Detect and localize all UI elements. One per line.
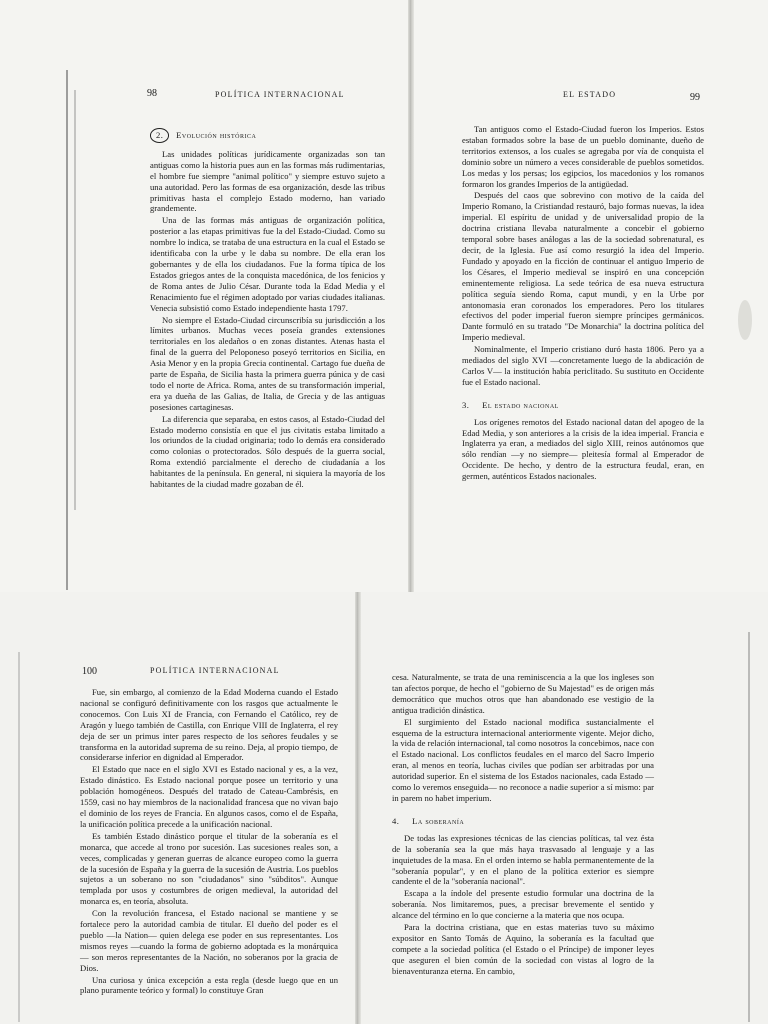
scan-smudge	[738, 300, 752, 340]
paragraph: Nominalmente, el Imperio cristiano duró hasta 1806. Pero ya a mediados del siglo XVI —concretamente luego de la abdicación de Carlos V— la institución había periclitado. Su sustituto en Occidente fue el Estado nacional.	[462, 344, 704, 387]
left-edge-shadow	[66, 70, 68, 590]
paragraph: Para la doctrina cristiana, que en estas materias tuvo su máximo expositor en Santo Tomás de Aquino, la soberanía es la facultad que compete a la sociedad política (el Estado o el Príncipe) de imponer leyes que aseguren el bien común de la sociedad con vistas al logro de la bienaventuranza eterna. En cambio,	[392, 922, 654, 976]
section-title: Evolución histórica	[176, 130, 257, 140]
paragraph: Los orígenes remotos del Estado nacional datan del apogeo de la Edad Media, y son anteriores a la crisis de la idea imperial. Francia e Inglaterra ya eran, a mediados del siglo XIII, reinos autónomos que sólo rendían —y no siempre— pleitesía formal al Emperador de Occidente. De hecho, y dentro de la estructura feudal, eran, en germen, auténticos Estados nacionales.	[462, 416, 704, 482]
paragraph: No siempre el Estado-Ciudad circunscribía su jurisdicción a los límites urbanos. Muchas veces poseía grandes extensiones territoriales en los aledaños o en zonas distantes. Atenas hasta el final de la guerra del Peloponeso poseyó territorios en Sicilia, en Asia Menor y en la propia Grecia continental. Cartago fue dueña de parte de España, de Sicilia hasta la primera guerra púnica y de casi todo el norte de Africa. Roma, antes de su transformación imperial, era ya dueña de las Galias, de Italia, de Grecia y de las antiguas posesiones cartaginesas.	[150, 314, 385, 412]
section-number: 3.	[462, 399, 470, 410]
paragraph: El Estado que nace en el siglo XVI es Estado nacional y es, a la vez, Estado dinástico. Es Estado nacional porque posee un territorio y una población homogéneos. Después del tratado de Cateau-Cambrésis, en 1559, casi no hay miembros de la nacionalidad francesa que no vivan bajo el dominio de los reyes de Francia. En algunos casos, como el de España, la unificación política precede a la unificación nacional.	[80, 764, 338, 829]
paragraph: Tan antiguos como el Estado-Ciudad fueron los Imperios. Estos estaban formados sobre la base de un pueblo dominante, dueño de territorios extensos, a los cuales se agregaba por vía de conquista el dominio sobre un número a veces considerable de pueblos sometidos. Los medas y los persas; los egipcios, los macedonios y los romanos formaron los grandes Imperios de la antigüedad.	[462, 124, 704, 189]
running-head: POLÍTICA INTERNACIONAL	[215, 90, 345, 99]
paragraph: Una de las formas más antiguas de organización política, posterior a las etapas primitivas fue la del Estado-Ciudad. Como su nombre lo indica, se trataba de una estructura en la cual el Estado se identificaba con la urbe y le daba su nombre. De ella eran los gobernantes y de ella los ciudadanos. Fue la forma típica de los Estados griegos antes de la conquista macedónica, de los fenicios y de Roma antes de Julio César. Durante toda la Edad Media y el Renacimiento fue el régimen adoptado por varias ciudades italianas. Venecia subsistió como Estado independiente hasta 1797.	[150, 215, 385, 313]
section-heading	[462, 400, 704, 411]
paragraph: La diferencia que separaba, en estos casos, al Estado-Ciudad del Estado moderno consistía en que el jus civitatis estaba limitado a los oriundos de la ciudad originaria; todo lo demás era considerado como colonias o protectorados. Sólo después de la guerra social, Roma extendió parcialmente el derecho de ciudadanía a los habitantes de la península. En general, ni siquiera la mayoría de los habitantes de la ciudad madre gozaban de él.	[150, 413, 385, 490]
paragraph: De todas las expresiones técnicas de las ciencias políticas, tal vez ésta de la soberanía sea la que más haya trasvasado al lenguaje y a las inquietudes de la masa. En el orden interno se habla permanentemente de la "soberanía popular", y en el plano de la política exterior es siempre candente el de la "soberanía nacional".	[392, 832, 654, 887]
right-edge-shadow	[748, 632, 750, 1022]
paragraph: Fue, sin embargo, al comienzo de la Edad Moderna cuando el Estado nacional se configuró definitivamente con los rasgos que actualmente le conocemos. Con Luis XI de Francia, con Fernando el Católico, rey de Aragón y luego también de Castilla, con Enrique VIII de Inglaterra, el rey deja de ser un primus inter pares respecto de los señores feudales y se transforma en la autoridad suprema de su reino. Deja, al propio tiempo, de considerarse inferior en dignidad al Emperador.	[80, 687, 338, 763]
running-head: EL ESTADO	[563, 90, 617, 99]
paragraph: El surgimiento del Estado nacional modifica sustancialmente el esquema de la estructura internacional anteriormente vigente. Mejor dicho, la vida de relación internacional, tal como nosotros la concebimos, nace con el Estado nacional. Los conflictos feudales en el marco del Sacro Imperio eran, al menos en teoría, luchas civiles que podían ser arbitradas por una autoridad superior. En el sistema de los Estados nacionales, cada Estado —como lo veremos enseguida— no reconoce a nadie superior a sí mismo: par in parem no habet imperium.	[392, 716, 654, 803]
text-column	[80, 687, 338, 996]
text-column	[392, 672, 654, 977]
paragraph: cesa. Naturalmente, se trata de una reminiscencia a la que los ingleses son tan afectos porque, de hecho el "gobierno de Su Majestad" es de origen más democrático que muchos otros que han abandonado ese vestigio de la antigua tradición dinástica.	[392, 672, 654, 715]
paragraph: Con la revolución francesa, el Estado nacional se mantiene y se fortalece pero la autoridad cambia de titular. El dueño del poder es el pueblo —la Nation— quien delega ese poder en sus representantes. Los mismos reyes —cuando la forma de gobierno adoptada es la monárquica— son meros representantes de la Nación, no soberanos por la gracia de Dios.	[80, 908, 338, 973]
section-heading	[392, 816, 654, 827]
paragraph: Es también Estado dinástico porque el titular de la soberanía es el monarca, que accede al trono por sucesión. Las sucesiones reales son, a veces, complicadas y generan guerras de alcance europeo como la guerra de la sucesión de España y la guerra de la sucesión de Austria. Los pueblos sujetos a un soberano no son "ciudadanos" sino "súbditos". Aunque templada por usos y costumbres de origen medieval, la autoridad del monarca es, en teoría, absoluta.	[80, 830, 338, 907]
section-title: La soberanía	[412, 815, 465, 826]
text-column	[150, 122, 385, 490]
spine-gutter	[355, 592, 361, 1024]
page-number: 98	[147, 88, 157, 99]
spine-gutter	[408, 0, 414, 592]
section-title: El estado nacional	[482, 399, 559, 410]
left-edge-shadow-2	[74, 90, 76, 510]
paragraph: Escapa a la índole del presente estudio formular una doctrina de la soberanía. Nos limitaremos, pues, a precisar brevemente el sentido y alcance del término en lo que concierne a la materia que nos ocupa.	[392, 888, 654, 921]
spread-bottom	[0, 592, 768, 1024]
page-number: 99	[690, 92, 700, 103]
paragraph: Después del caos que sobrevino con motivo de la caída del Imperio Romano, la Cristiandad restauró, bajo formas nuevas, la idea imperial. El espíritu de unidad y de universalidad propio de la doctrina cristiana llevaba naturalmente a concebir el gobierno temporal sobre bases análogas a las de la sociedad sobrenatural, es decir, de la Iglesia. Fue así como resurgió la idea del Imperio. Fundado y apoyado en la ficción de continuar el antiguo Imperio de los Césares, el Imperio medieval se inspiró en una concepción eminentemente religiosa. La sede teórica de esa nueva estructura política seguía siendo Roma, caput mundi, y en la Urbe por antonomasia eran coronados los emperadores. Pero los titulares efectivos del poder imperial fueron siempre príncipes germánicos. Dante formuló en su tratado "De Monarchia" la doctrina política del Imperio medieval.	[462, 190, 704, 343]
left-edge-shadow	[18, 652, 20, 1022]
page-number: 100	[82, 666, 97, 677]
section-number: 4.	[392, 815, 400, 826]
text-column	[462, 124, 704, 482]
paragraph: Una curiosa y única excepción a esta regla (desde luego que en un plano puramente teórico y formal) lo constituye Gran	[80, 974, 338, 996]
section-heading	[150, 128, 385, 143]
running-head: POLÍTICA INTERNACIONAL	[150, 666, 280, 675]
section-number: 2.	[150, 128, 169, 143]
paragraph: Las unidades políticas jurídicamente organizadas son tan antiguas como la historia pues aun en las formas más rudimentarias, el hombre fue siempre "animal político" y siempre estuvo sujeto a una autoridad. Pero las formas de esa organización, desde las tribus primitivas hasta el complejo Estado moderno, han variado grandemente.	[150, 148, 385, 214]
